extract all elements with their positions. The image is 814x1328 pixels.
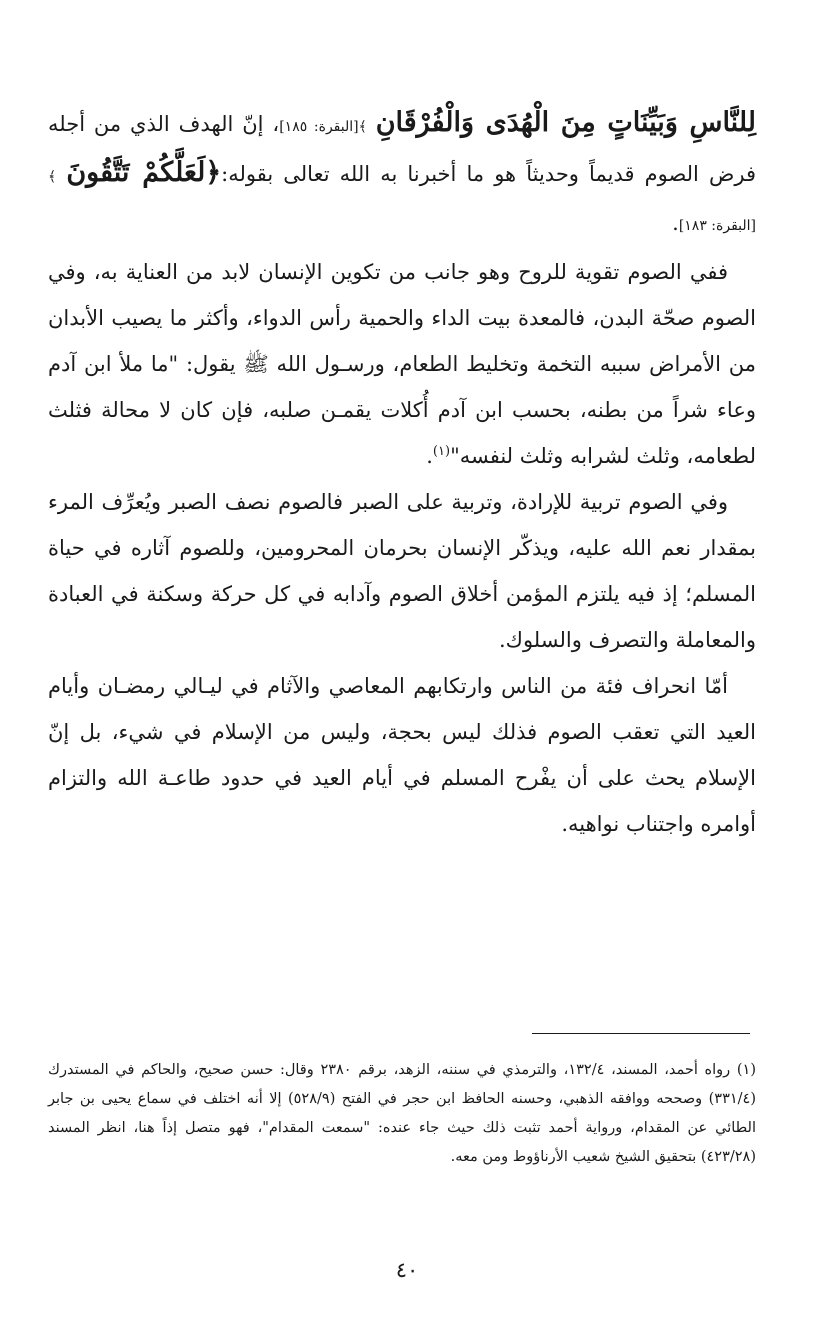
sentence-end: . <box>426 444 433 468</box>
page-body <box>48 100 756 847</box>
verse-reference: ﴾[البقرة: ١٨٣] <box>48 169 756 234</box>
paragraph-3 <box>48 479 756 663</box>
paragraph-text: ففي الصوم تقوية للروح وهو جانب من تكوين الإنسان لابد من العناية به، وفي الصوم صحّة البدن، فالمعدة بيت الداء والحمية رأس الدواء، وأكثر ما يصيب الأبدان من الأمراض سببه التخمة وتخليط الطعام، ورسـول الله ﷺ يقول: "ما ملأ ابن آدم وعاء شراً من بطنه، بحسب ابن آدم أُكلات يقمـن صلبه، فإن كان لا محالة فثلث لطعامه، وثلث لشرابه وثلث لنفسه" <box>48 260 756 468</box>
ornate-bracket: ﴿ <box>205 157 222 188</box>
paragraph-4 <box>48 663 756 847</box>
footnote-1: (١) رواه أحمد، المسند، ١٣٢/٤، والترمذي في سننه، الزهد، برقم ٢٣٨٠ وقال: حسن صحيح، والحاكم في المستدرك (٣٣١/٤) وصححه ووافقه الذهبي، وحسنه الحافظ ابن حجر في الفتح (٥٢٨/٩) إلا أنه اختلف في سماع يحيى بن جابر الطائي عن المقدام، ورواية أحمد تثبت ذلك حيث جاء عنده: "سمعت المقدام"، فهو متصل إذاً هنا، انظر المسند (٤٢٣/٢٨) بتحقيق الشيخ شعيب الأرناؤوط ومن معه. <box>48 1062 757 1165</box>
footnote-marker[interactable]: (١) <box>432 444 451 459</box>
paragraph-text: ، إنّ الهدف الذي من أجله فرض الصوم قديماً وحديثاً هو ما أخبرنا به الله تعالى بقوله: <box>48 112 756 186</box>
paragraph-2 <box>48 249 756 479</box>
sentence-end: . <box>672 211 679 235</box>
paragraph-text: وفي الصوم تربية للإرادة، وتربية على الصبر فالصوم نصف الصبر ويُعرِّف المرء بمقدار نعم الله عليه، ويذكّر الإنسان بحرمان المحرومين، وللصوم آثاره في حياة المسلم؛ إذ فيه يلتزم المؤمن أخلاق الصوم وآدابه في كل حركة وسكنة في العبادة والمعاملة والتصرف والسلوك. <box>48 490 756 652</box>
footnotes <box>48 1056 756 1172</box>
footnote-divider <box>532 1033 750 1034</box>
paragraph-text: أمّا انحراف فئة من الناس وارتكابهم المعاصي والآثام في ليـالي رمضـان وأيام العيد التي تعقب الصوم فذلك ليس بحجة، وليس من الإسلام في شيء، بل إنّ الإسلام يحث على أن يفْرح المسلم في أيام العيد في حدود طاعـة الله والتزام أوامره واجتناب نواهيه. <box>48 674 756 836</box>
verse-reference: ﴾[البقرة: ١٨٥] <box>279 119 367 135</box>
paragraph-1 <box>48 100 756 249</box>
page-number: ٤٠ <box>395 1258 419 1282</box>
quran-verse: لِلنَّاسِ وَبَيِّنَاتٍ مِنَ الْهُدَى وَالْفُرْقَانِ <box>375 107 756 138</box>
quran-verse: لَعَلَّكُمْ تَتَّقُونَ <box>66 157 206 188</box>
